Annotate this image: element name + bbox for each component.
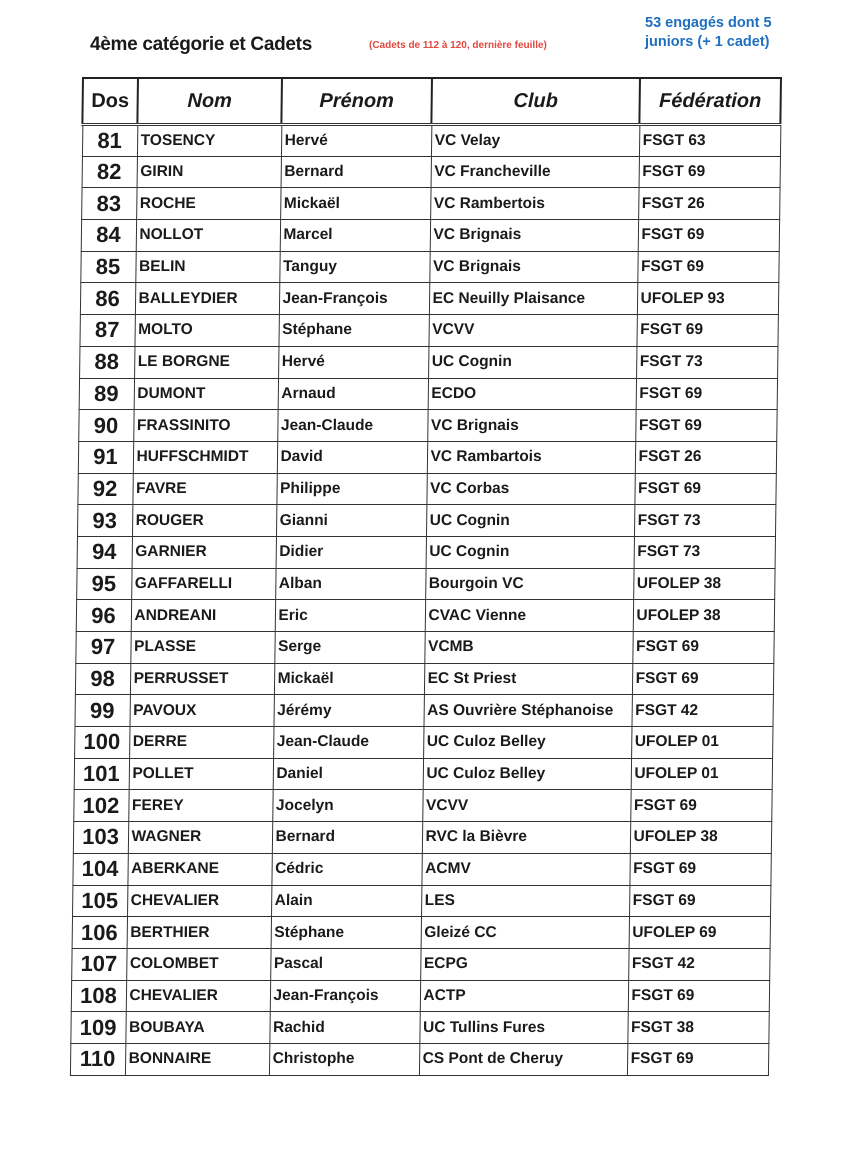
prenom-cell: Alban bbox=[275, 568, 425, 600]
dos-cell: 85 bbox=[80, 251, 135, 283]
table-row bbox=[75, 632, 773, 664]
nom-cell: DUMONT bbox=[134, 378, 278, 410]
dos-cell: 107 bbox=[71, 948, 126, 980]
federation-cell: FSGT 38 bbox=[627, 1012, 768, 1044]
club-cell: UC Cognin bbox=[426, 505, 634, 537]
club-cell: VC Rambartois bbox=[427, 441, 635, 473]
table-row bbox=[79, 315, 777, 347]
club-cell: VC Brignais bbox=[429, 251, 637, 283]
dos-cell: 93 bbox=[77, 505, 132, 537]
entrants-note: 53 engagés dont 5 juniors (+ 1 cadet) bbox=[645, 15, 772, 50]
dos-cell: 110 bbox=[70, 1043, 125, 1075]
club-cell: UC Cognin bbox=[426, 536, 634, 568]
nom-cell: BALLEYDIER bbox=[135, 283, 279, 315]
dos-cell: 91 bbox=[78, 441, 133, 473]
dos-cell: 108 bbox=[71, 980, 126, 1012]
federation-cell: FSGT 26 bbox=[638, 188, 779, 220]
table-row bbox=[74, 727, 772, 759]
club-cell: CVAC Vienne bbox=[425, 600, 633, 632]
federation-cell: UFOLEP 01 bbox=[631, 727, 772, 759]
nom-cell: BERTHIER bbox=[127, 917, 271, 949]
table-body bbox=[70, 125, 780, 1076]
prenom-cell: Tanguy bbox=[279, 251, 429, 283]
club-cell: RVC la Bièvre bbox=[422, 822, 630, 854]
federation-cell: UFOLEP 38 bbox=[633, 568, 774, 600]
dos-cell: 89 bbox=[79, 378, 134, 410]
prenom-cell: Hervé bbox=[281, 125, 431, 157]
prenom-cell: Rachid bbox=[269, 1012, 419, 1044]
table-row bbox=[78, 410, 776, 442]
federation-cell: UFOLEP 69 bbox=[629, 917, 770, 949]
club-cell: EC St Priest bbox=[424, 663, 632, 695]
club-cell: VC Brignais bbox=[427, 410, 635, 442]
table-row bbox=[74, 758, 772, 790]
prenom-cell: Bernard bbox=[281, 156, 431, 188]
prenom-cell: Christophe bbox=[269, 1043, 419, 1075]
nom-cell: WAGNER bbox=[128, 822, 272, 854]
dos-cell: 100 bbox=[74, 727, 129, 759]
table-row bbox=[74, 695, 772, 727]
club-cell: ECPG bbox=[420, 948, 628, 980]
table-row bbox=[81, 220, 779, 252]
federation-cell: FSGT 26 bbox=[635, 441, 776, 473]
club-cell: Gleizé CC bbox=[421, 917, 629, 949]
prenom-cell: Jocelyn bbox=[272, 790, 422, 822]
dos-cell: 103 bbox=[73, 822, 128, 854]
federation-cell: FSGT 63 bbox=[639, 125, 780, 157]
prenom-cell: Bernard bbox=[272, 822, 422, 854]
federation-cell: FSGT 69 bbox=[639, 156, 780, 188]
prenom-cell: Jérémy bbox=[273, 695, 423, 727]
table-row bbox=[77, 473, 775, 505]
federation-cell: FSGT 69 bbox=[629, 853, 770, 885]
prenom-cell: Jean-François bbox=[270, 980, 420, 1012]
dos-cell: 96 bbox=[76, 600, 131, 632]
table-row bbox=[80, 251, 778, 283]
nom-cell: CHEVALIER bbox=[126, 980, 270, 1012]
nom-cell: BOUBAYA bbox=[125, 1012, 269, 1044]
federation-cell: FSGT 73 bbox=[634, 536, 775, 568]
table-row bbox=[73, 822, 771, 854]
table-row bbox=[77, 536, 775, 568]
column-header-nom: Nom bbox=[137, 78, 282, 125]
club-cell: ECDO bbox=[428, 378, 636, 410]
nom-cell: POLLET bbox=[129, 758, 273, 790]
dos-cell: 90 bbox=[78, 410, 133, 442]
federation-cell: FSGT 69 bbox=[629, 885, 770, 917]
federation-cell: FSGT 69 bbox=[632, 632, 773, 664]
federation-cell: FSGT 42 bbox=[631, 695, 772, 727]
club-cell: VCVV bbox=[422, 790, 630, 822]
table-row bbox=[82, 125, 780, 157]
club-cell: VC Brignais bbox=[430, 220, 638, 252]
nom-cell: MOLTO bbox=[134, 315, 278, 347]
table-row bbox=[76, 568, 774, 600]
column-header-federation: Fédération bbox=[639, 78, 781, 125]
nom-cell: GARNIER bbox=[132, 536, 276, 568]
table-row bbox=[79, 346, 777, 378]
dos-cell: 87 bbox=[79, 315, 134, 347]
table-row bbox=[81, 188, 779, 220]
club-cell: VCMB bbox=[424, 632, 632, 664]
federation-cell: FSGT 73 bbox=[634, 505, 775, 537]
nom-cell: ABERKANE bbox=[127, 853, 271, 885]
table-row bbox=[72, 885, 770, 917]
dos-cell: 81 bbox=[82, 125, 137, 157]
nom-cell: PAVOUX bbox=[129, 695, 273, 727]
club-cell: LES bbox=[421, 885, 629, 917]
federation-cell: FSGT 69 bbox=[630, 790, 771, 822]
dos-cell: 99 bbox=[74, 695, 129, 727]
dos-cell: 101 bbox=[74, 758, 129, 790]
federation-cell: FSGT 69 bbox=[636, 315, 777, 347]
entrants-table-container bbox=[69, 77, 780, 1076]
federation-cell: UFOLEP 38 bbox=[630, 822, 771, 854]
table-row bbox=[76, 600, 774, 632]
prenom-cell: Didier bbox=[276, 536, 426, 568]
nom-cell: BELIN bbox=[135, 251, 279, 283]
table-row bbox=[82, 156, 780, 188]
nom-cell: CHEVALIER bbox=[127, 885, 271, 917]
nom-cell: DERRE bbox=[129, 727, 273, 759]
prenom-cell: Philippe bbox=[276, 473, 426, 505]
nom-cell: NOLLOT bbox=[136, 220, 280, 252]
prenom-cell: Arnaud bbox=[278, 378, 428, 410]
nom-cell: BONNAIRE bbox=[125, 1043, 269, 1075]
table-row bbox=[77, 505, 775, 537]
table-row bbox=[73, 790, 771, 822]
federation-cell: FSGT 42 bbox=[628, 948, 769, 980]
prenom-cell: Mickaël bbox=[274, 663, 424, 695]
nom-cell: TOSENCY bbox=[137, 125, 281, 157]
club-cell: Bourgoin VC bbox=[425, 568, 633, 600]
table-row bbox=[72, 917, 770, 949]
nom-cell: LE BORGNE bbox=[134, 346, 278, 378]
nom-cell: ROUGER bbox=[132, 505, 276, 537]
column-header-club: Club bbox=[431, 78, 640, 125]
club-cell: VC Rambertois bbox=[430, 188, 638, 220]
dos-cell: 104 bbox=[72, 853, 127, 885]
table-row bbox=[80, 283, 778, 315]
prenom-cell: Cédric bbox=[271, 853, 421, 885]
nom-cell: PLASSE bbox=[130, 632, 274, 664]
column-header-prenom: Prénom bbox=[281, 78, 432, 125]
nom-cell: FRASSINITO bbox=[133, 410, 277, 442]
prenom-cell: Pascal bbox=[270, 948, 420, 980]
dos-cell: 109 bbox=[70, 1012, 125, 1044]
nom-cell: GAFFARELLI bbox=[131, 568, 275, 600]
nom-cell: PERRUSSET bbox=[130, 663, 274, 695]
prenom-cell: Stéphane bbox=[278, 315, 428, 347]
prenom-cell: Marcel bbox=[280, 220, 430, 252]
nom-cell: GIRIN bbox=[137, 156, 281, 188]
prenom-cell: Gianni bbox=[276, 505, 426, 537]
dos-cell: 98 bbox=[75, 663, 130, 695]
club-cell: VC Corbas bbox=[426, 473, 634, 505]
dos-cell: 106 bbox=[72, 917, 127, 949]
nom-cell: HUFFSCHMIDT bbox=[133, 441, 277, 473]
prenom-cell: Daniel bbox=[273, 758, 423, 790]
federation-cell: FSGT 69 bbox=[637, 251, 778, 283]
federation-cell: FSGT 73 bbox=[636, 346, 777, 378]
federation-cell: FSGT 69 bbox=[636, 378, 777, 410]
federation-cell: FSGT 69 bbox=[627, 1043, 768, 1075]
club-cell: VC Francheville bbox=[431, 156, 639, 188]
dos-cell: 95 bbox=[76, 568, 131, 600]
table-header-row bbox=[82, 78, 781, 125]
prenom-cell: Eric bbox=[275, 600, 425, 632]
prenom-cell: Mickaël bbox=[280, 188, 430, 220]
club-cell: CS Pont de Cheruy bbox=[419, 1043, 627, 1075]
table-row bbox=[78, 441, 776, 473]
table-row bbox=[70, 1012, 768, 1044]
dos-cell: 88 bbox=[79, 346, 134, 378]
federation-cell: UFOLEP 93 bbox=[637, 283, 778, 315]
club-cell: AS Ouvrière Stéphanoise bbox=[423, 695, 631, 727]
table-row bbox=[72, 853, 770, 885]
federation-cell: FSGT 69 bbox=[635, 410, 776, 442]
nom-cell: FAVRE bbox=[132, 473, 276, 505]
table-row bbox=[79, 378, 777, 410]
dos-cell: 97 bbox=[75, 632, 130, 664]
club-cell: UC Culoz Belley bbox=[423, 758, 631, 790]
column-header-dos: Dos bbox=[82, 78, 138, 125]
dos-cell: 84 bbox=[81, 220, 136, 252]
prenom-cell: Serge bbox=[274, 632, 424, 664]
dos-cell: 94 bbox=[77, 536, 132, 568]
federation-cell: FSGT 69 bbox=[634, 473, 775, 505]
table-row bbox=[75, 663, 773, 695]
table-row bbox=[71, 980, 769, 1012]
table-row bbox=[70, 1043, 768, 1075]
prenom-cell: Jean-Claude bbox=[273, 727, 423, 759]
dos-cell: 86 bbox=[80, 283, 135, 315]
page-subtitle: (Cadets de 112 à 120, dernière feuille) bbox=[369, 40, 547, 51]
table-row bbox=[71, 948, 769, 980]
nom-cell: ROCHE bbox=[136, 188, 280, 220]
nom-cell: ANDREANI bbox=[131, 600, 275, 632]
club-cell: VCVV bbox=[428, 315, 636, 347]
page-title: 4ème catégorie et Cadets bbox=[90, 34, 312, 55]
dos-cell: 102 bbox=[73, 790, 128, 822]
entrants-table bbox=[69, 77, 782, 1076]
prenom-cell: Hervé bbox=[278, 346, 428, 378]
nom-cell: COLOMBET bbox=[126, 948, 270, 980]
club-cell: UC Culoz Belley bbox=[423, 727, 631, 759]
prenom-cell: Stéphane bbox=[271, 917, 421, 949]
club-cell: ACTP bbox=[420, 980, 628, 1012]
prenom-cell: Alain bbox=[271, 885, 421, 917]
dos-cell: 82 bbox=[82, 156, 137, 188]
club-cell: VC Velay bbox=[431, 125, 639, 157]
federation-cell: FSGT 69 bbox=[632, 663, 773, 695]
federation-cell: FSGT 69 bbox=[638, 220, 779, 252]
dos-cell: 92 bbox=[77, 473, 132, 505]
club-cell: UC Tullins Fures bbox=[419, 1012, 627, 1044]
federation-cell: UFOLEP 38 bbox=[633, 600, 774, 632]
club-cell: EC Neuilly Plaisance bbox=[429, 283, 637, 315]
dos-cell: 105 bbox=[72, 885, 127, 917]
federation-cell: UFOLEP 01 bbox=[631, 758, 772, 790]
dos-cell: 83 bbox=[81, 188, 136, 220]
prenom-cell: Jean-Claude bbox=[277, 410, 427, 442]
federation-cell: FSGT 69 bbox=[628, 980, 769, 1012]
club-cell: ACMV bbox=[421, 853, 629, 885]
nom-cell: FEREY bbox=[128, 790, 272, 822]
prenom-cell: Jean-François bbox=[279, 283, 429, 315]
prenom-cell: David bbox=[277, 441, 427, 473]
club-cell: UC Cognin bbox=[428, 346, 636, 378]
